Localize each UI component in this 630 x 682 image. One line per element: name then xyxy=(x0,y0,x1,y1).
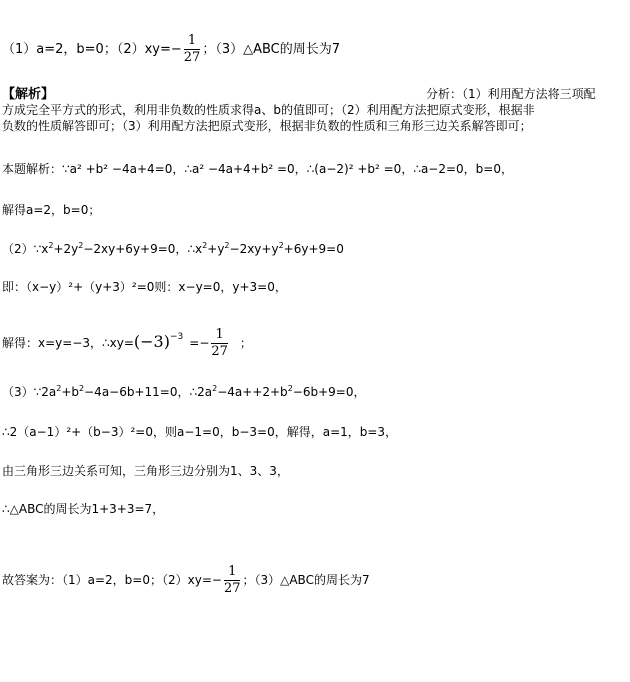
line3-c: −2xy+6y+9=0，∴x xyxy=(83,242,203,256)
final-denominator: 27 xyxy=(223,581,241,596)
line5-eq: =− xyxy=(189,336,210,350)
line3-sup2: 2 xyxy=(78,241,84,250)
answer-minus: − xyxy=(170,42,182,57)
line6-d: −4a++2+b xyxy=(217,385,288,399)
solution-line6 xyxy=(2,384,365,400)
answer-top xyxy=(2,30,340,70)
solution-line3 xyxy=(2,241,344,257)
analysis-text1: （1）利用配方法将三项配 xyxy=(462,87,596,101)
solution-line9: ∴△ABC的周长为1+3+3=7， xyxy=(2,502,165,516)
solution-line1: 本题解析：∵a² +b² −4a+4=0，∴a² −4a+4+b² =0，∴(a−2)² +b² =0，∴a−2=0，b=0， xyxy=(2,162,513,176)
line5-fraction xyxy=(211,328,228,359)
analysis-text2: 方成完全平方式的形式，利用非负数的性质求得a、b的值即可；（2）利用配方法把原式变形，根据非 xyxy=(2,103,535,117)
answer-part3: ；（3）△ABC的周长为7 xyxy=(202,42,341,57)
line5-denominator: 27 xyxy=(211,344,228,359)
line6-c: −4a−6b+11=0，∴2a xyxy=(84,385,213,399)
line5-a: 解得：x=y=−3，∴xy= xyxy=(2,336,134,350)
analysis-text1-wrap xyxy=(426,86,596,102)
line3-b: +2y xyxy=(53,242,79,256)
line3-sup5: 2 xyxy=(278,241,284,250)
line6-sup2: 2 xyxy=(79,384,85,393)
line5-numerator: 1 xyxy=(215,327,224,342)
analysis-text3: 负数的性质解答即可；（3）利用配方法把原式变形，根据非负数的性质和三角形三边关系解答即可； xyxy=(2,119,532,133)
final-fraction xyxy=(224,565,241,596)
final-text2: ；（3）△ABC的周长为7 xyxy=(242,573,370,587)
solution-line2: 解得a=2，b=0； xyxy=(2,203,101,217)
line6-sup4: 2 xyxy=(287,384,293,393)
line5-exp: −3 xyxy=(169,332,184,342)
solution-line4: 即：（x−y）²+（y+3）²=0则：x−y=0，y+3=0， xyxy=(2,280,287,294)
solution-line8: 由三角形三边关系可知，三角形三边分别为1、3、3， xyxy=(2,464,289,478)
final-answer xyxy=(2,560,370,600)
answer-fraction xyxy=(184,34,201,65)
line3-e: −2xy+y xyxy=(229,242,279,256)
analysis-heading-row xyxy=(2,86,628,103)
answer-part1: （1）a=2，b=0；（2） xyxy=(2,42,145,57)
fraction-numerator: 1 xyxy=(187,33,197,48)
line3-sup4: 2 xyxy=(224,241,230,250)
line3-f: +6y+9=0 xyxy=(283,242,344,256)
line6-sup3: 2 xyxy=(212,384,218,393)
line3-sup1: 2 xyxy=(48,241,54,250)
line6-b: +b xyxy=(61,385,80,399)
fraction-denominator: 27 xyxy=(183,50,201,65)
line3-d: +y xyxy=(207,242,225,256)
final-numerator: 1 xyxy=(228,564,237,579)
analysis-heading: 【解析】 xyxy=(2,87,55,102)
line6-sup1: 2 xyxy=(56,384,62,393)
line3-sup3: 2 xyxy=(202,241,208,250)
analysis-label: 分析： xyxy=(426,87,463,101)
line3-a: （2）∵x xyxy=(2,242,49,256)
final-text1: 故答案为：（1）a=2，b=0；（2）xy=− xyxy=(2,573,222,587)
line5-base: (−3) xyxy=(133,332,170,351)
line5-end: ； xyxy=(239,336,252,350)
line6-e: −6b+9=0， xyxy=(292,385,366,399)
answer-xy: xy= xyxy=(144,42,171,57)
solution-line5 xyxy=(2,322,252,362)
line6-a: （3）∵2a xyxy=(2,385,57,399)
solution-line7: ∴2（a−1）²+（b−3）²=0，则a−1=0，b−3=0，解得，a=1，b=3， xyxy=(2,425,398,439)
